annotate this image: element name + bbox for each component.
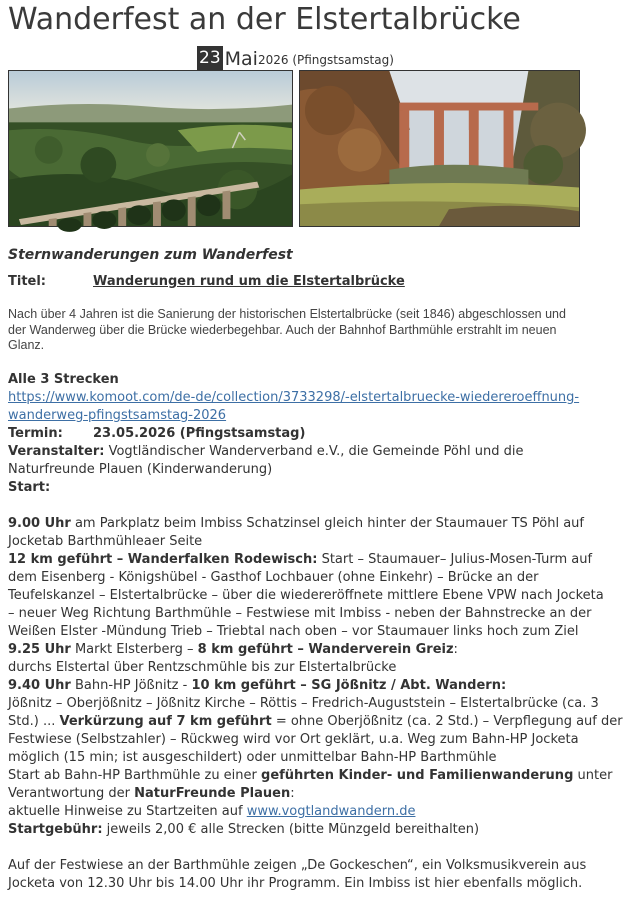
s3-time: 9.40 Uhr [8,678,71,693]
intro-line-1: Nach über 4 Jahren ist die Sanierung der historischen Elstertalbrücke (seit 1846) abgeschlossen und [8,307,566,321]
date-month: Mai [224,48,258,70]
kids-2a: Verantwortung der [8,786,135,801]
s1-text-cont: Jocketab Barthmühleaer Seite [8,534,203,549]
kids-1c: unter [573,768,613,783]
section-subtitle: Sternwanderungen zum Wanderfest [8,247,293,263]
kids-1a: Start ab Bahn-HP Barthmühle zu einer [8,768,262,783]
s3-route-2c: = ohne Oberjößnitz (ca. 2 Std.) – Verpflegung auf der [271,714,623,729]
aerial-bridge-photo [8,70,293,227]
fee-label: Startgebühr: [8,822,103,837]
s1-route-line-2: dem Eisenberg - Königshübel - Gasthof Lochbauer (ohne Einkehr) – Brücke an der [8,570,539,585]
titel-label: Titel: [8,274,47,289]
hint-text: aktuelle Hinweise zu Startzeiten auf [8,804,247,819]
s1-route-title: 12 km geführt – Wanderfalken Rodewisch: [8,552,318,567]
event-date [197,44,394,70]
s3-route-line-4: möglich (15 min; ist ausgeschildert) oder unmittelbar Bahn-HP Barthmühle [8,750,497,765]
outro-line-2: Jocketa von 12.30 Uhr bis 14.00 Uhr ihr Programm. Ein Imbiss ist hier ebenfalls möglich. [8,876,583,891]
komoot-link[interactable]: https://www.komoot.com/de-de/collection/3733298/-elstertalbruecke-wiedereroeffnung- [8,390,580,405]
s3-text: Bahn-HP Jößnitz - [70,678,192,693]
termin-label: Termin: [8,426,63,441]
date-suffix: 2026 (Pfingstsamstag) [257,53,394,67]
veranstalter-value: Vogtländischer Wanderverband e.V., die Gemeinde Pöhl und die [104,444,524,459]
outro-line-1: Auf der Festwiese an der Barthmühle zeigen „De Gockeschen“, ein Volksmusikverein aus [8,858,587,873]
s2-time: 9.25 Uhr [8,642,71,657]
kids-line-2 [8,785,295,803]
s2-route: durchs Elstertal über Rentzschmühle bis zur Elstertalbrücke [8,660,397,675]
s1-route-line-1: Start – Staumauer– Julius-Mosen-Turm auf [317,552,593,567]
veranstalter-label: Veranstalter: [8,444,105,459]
kids-2c: : [290,786,295,801]
s3-route-title: 10 km geführt – SG Jößnitz / Abt. Wandern: [191,678,507,693]
titel-value: Wanderungen rund um die Elstertalbrücke [93,274,405,289]
s3-route-line-2 [8,713,623,731]
s3-route-line-3: Festwiese (Selbstzahler) – Rückweg wird vor Ort geklärt, u.a. Weg zum Bahn-HP Jocketa [8,732,579,747]
kids-walk-title: geführten Kinder- und Familienwanderung [261,768,574,783]
kids-line-1 [8,767,612,785]
hint-line [8,803,415,821]
s3-shortening: Verkürzung auf 7 km geführt [59,714,272,729]
s3-route-2a: Std.) ... [8,714,60,729]
start-label: Start: [8,480,51,495]
meadow-bridge-photo [299,70,580,227]
fee-value: jeweils 2,00 € alle Strecken (bitte Münzgeld bereithalten) [102,822,480,837]
s2-colon: : [453,642,458,657]
s1-route-line-5: Weißen Elster -Mündung Trieb – Triebtal nach oben – vor Staumauer links hoch zum Ziel [8,624,579,639]
naturfreunde-name: NaturFreunde Plauen [134,786,291,801]
veranstalter-value-cont: Naturfreunde Plauen (Kinderwanderung) [8,462,273,477]
date-day-badge: 23 [199,48,221,68]
all-routes-heading: Alle 3 Strecken [8,372,119,387]
komoot-link-cont[interactable]: wanderweg-pfingstsamstag-2026 [8,408,227,423]
termin-value: 23.05.2026 (Pfingstsamstag) [93,426,306,441]
s1-route-line-3: Teufelskanzel – Elstertalbrücke – über die wiedereröffnete mittlere Ebene VPW nach Jocketa [8,588,604,603]
page-title: Wanderfest an der Elstertalbrücke [8,2,521,37]
s2-text: Markt Elsterberg – [70,642,198,657]
titel-row [8,273,405,291]
s1-route-line-4: – neuer Weg Richtung Barthmühle – Festwiese mit Imbiss - neben der Bahnstrecke an der [8,606,592,621]
termin-row [8,425,305,443]
intro-line-2: der Wanderweg über die Brücke wiederbegehbar. Auch der Bahnhof Barthmühle erstrahlt im neuen [8,322,557,337]
intro-line-3: Glanz. [8,338,45,352]
vogtlandwandern-link[interactable]: www.vogtlandwandern.de [246,804,416,819]
s2-route-title: 8 km geführt – Wanderverein Greiz [197,642,454,657]
s1-time: 9.00 Uhr [8,516,71,531]
s3-route-line-1: Jößnitz – Oberjößnitz – Jößnitz Kirche – Röttis – Fredrich-Auguststein – Elstertalbrücke (ca. 3 [8,696,599,711]
s1-text: am Parkplatz beim Imbiss Schatzinsel gleich hinter der Staumauer TS Pöhl auf [70,516,584,531]
